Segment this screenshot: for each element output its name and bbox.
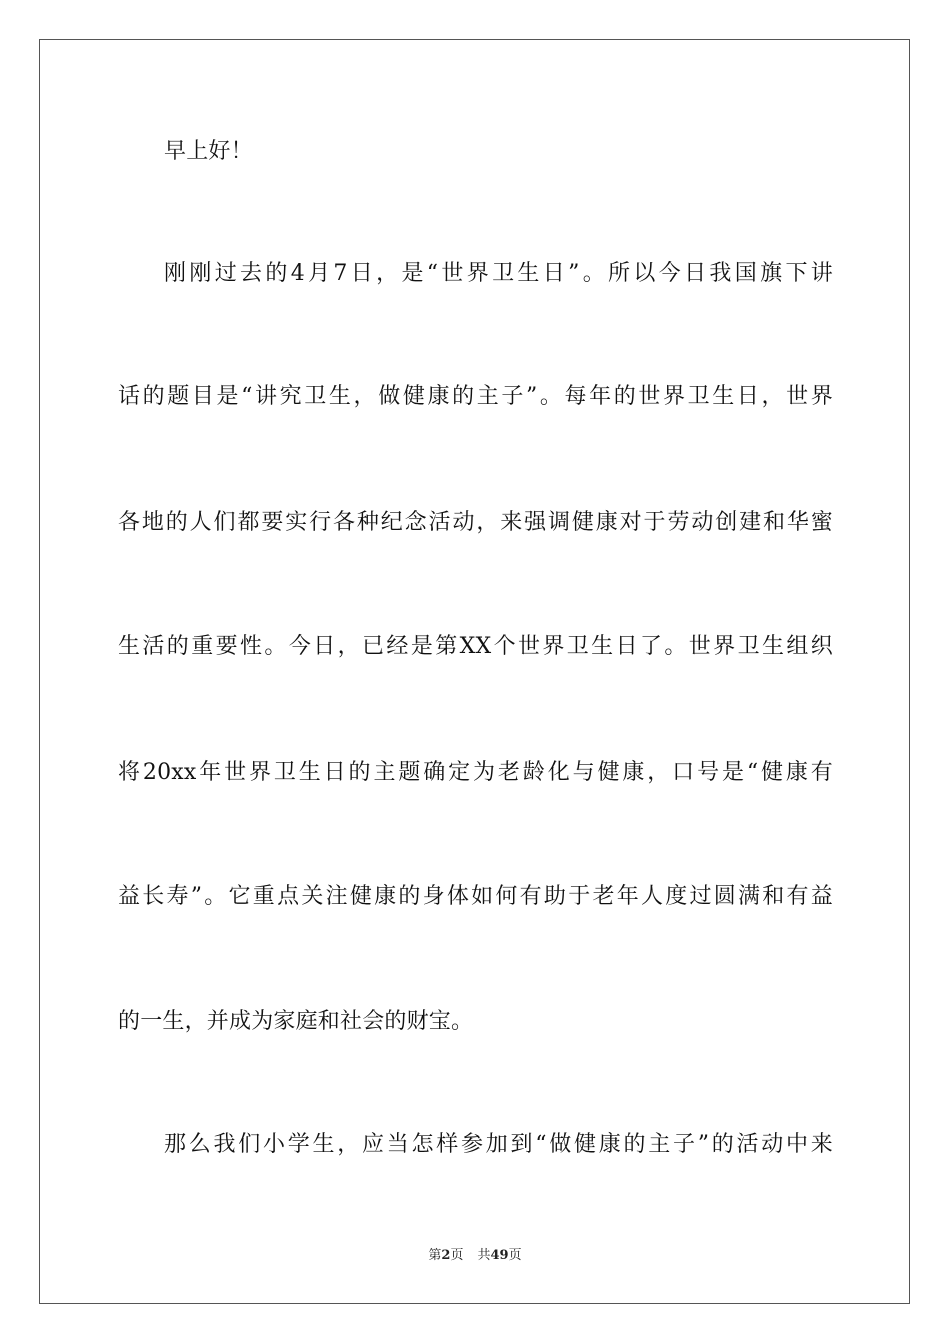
paragraph-line: 各地的人们都要实行各种纪念活动，来强调健康对于劳动创建和华蜜 (118, 510, 833, 535)
paragraph-line: 早上好！ (164, 139, 253, 164)
paragraph-line: 将20xx年世界卫生日的主题确定为老龄化与健康，口号是“健康有 (118, 760, 833, 785)
paragraph-line: 那么我们小学生，应当怎样参加到“做健康的主子”的活动中来 (164, 1132, 833, 1157)
paragraph-line: 刚刚过去的4月7日，是“世界卫生日”。所以今日我国旗下讲 (164, 261, 833, 286)
paragraph-line: 话的题目是“讲究卫生，做健康的主子”。每年的世界卫生日，世界 (118, 384, 833, 409)
page-number: 2 (441, 1248, 451, 1263)
page-suffix: 页 (450, 1248, 464, 1263)
paragraph-line: 益长寿”。它重点关注健康的身体如何有助于老年人度过圆满和有益 (118, 884, 833, 909)
paragraph-line: 生活的重要性。今日，已经是第XX个世界卫生日了。世界卫生组织 (118, 634, 833, 659)
total-prefix: 共 (477, 1248, 491, 1263)
total-suffix: 页 (508, 1248, 522, 1263)
page-prefix: 第 (428, 1248, 442, 1263)
page-footer (0, 1247, 950, 1265)
paragraph-line: 的一生，并成为家庭和社会的财宝。 (118, 1009, 474, 1034)
page-border (39, 39, 910, 1304)
total-pages: 49 (490, 1248, 509, 1263)
